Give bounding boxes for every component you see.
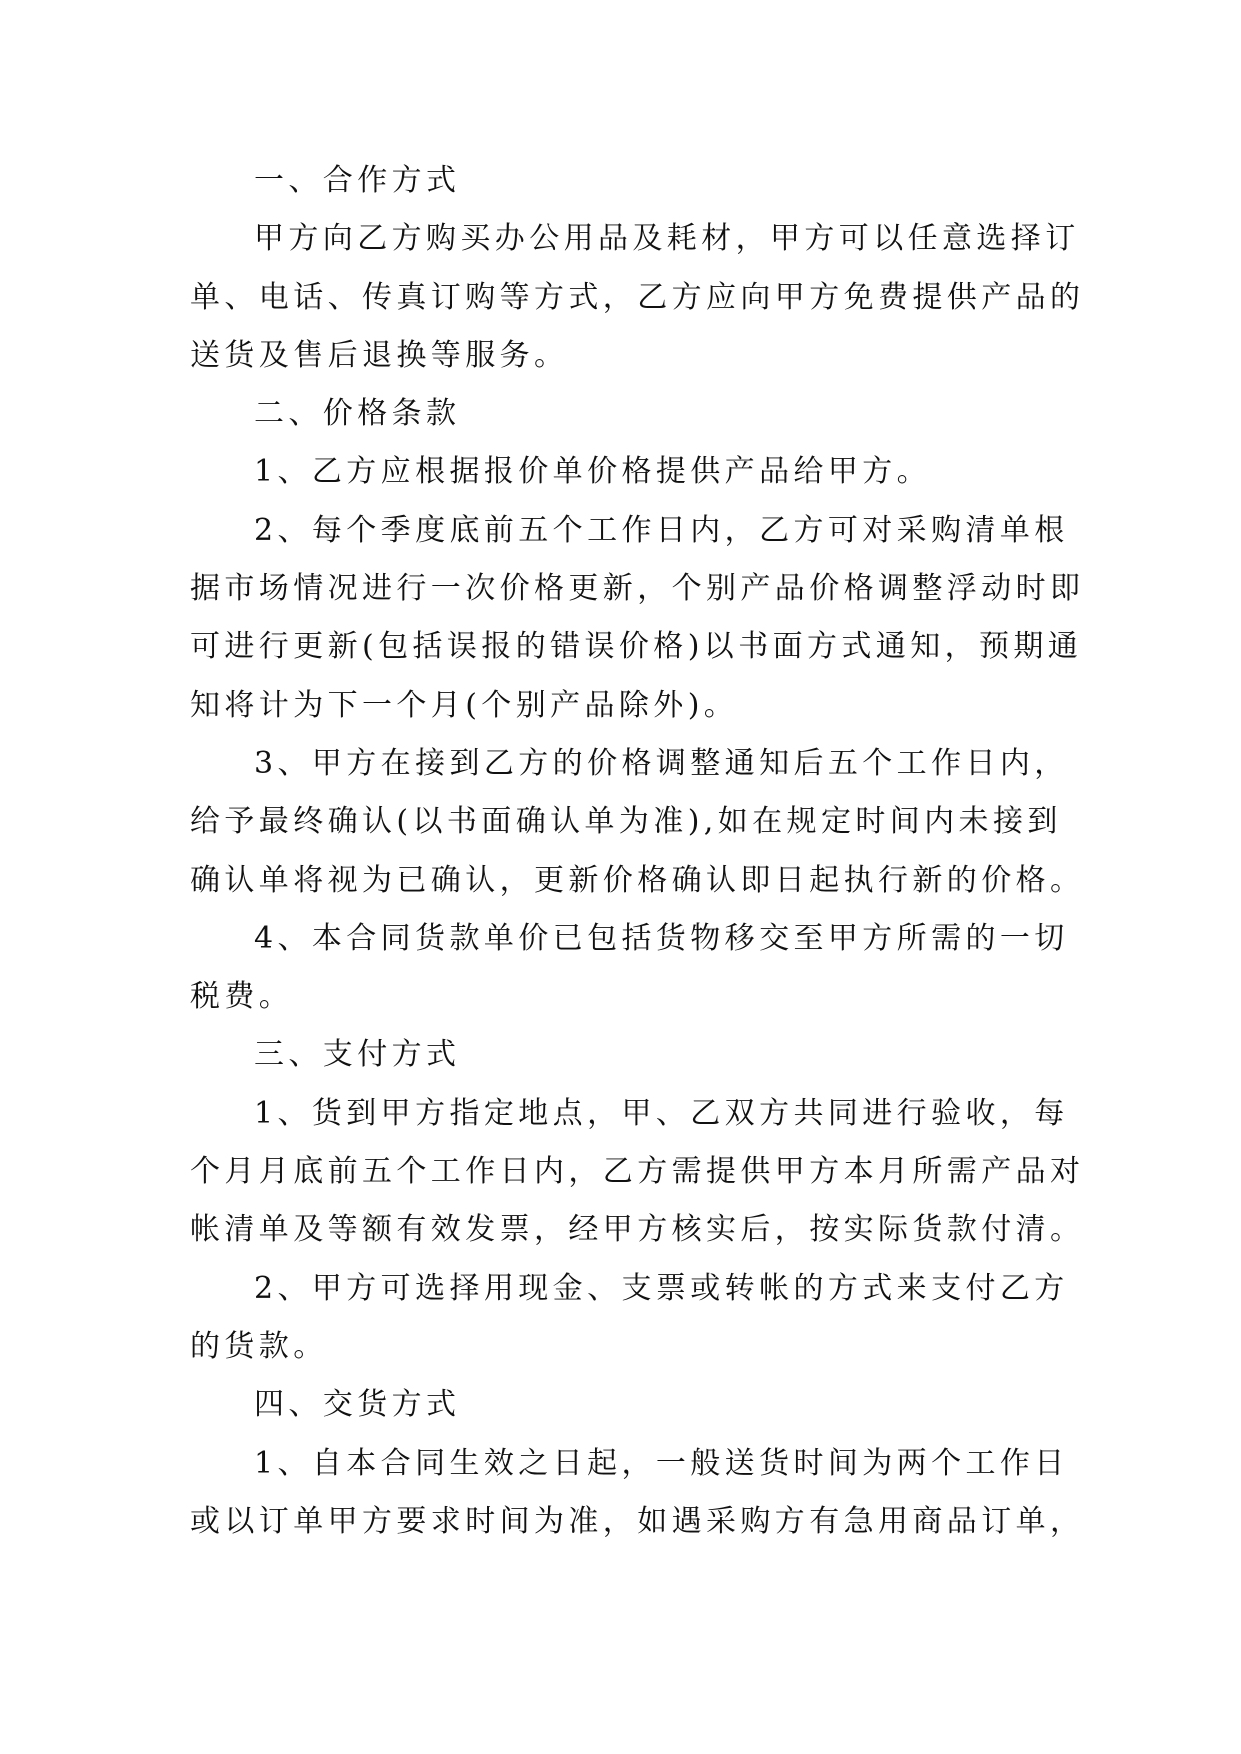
text-line: 3、甲方在接到乙方的价格调整通知后五个工作日内， (254, 745, 1069, 781)
text-line: 2、每个季度底前五个工作日内，乙方可对采购清单根 (254, 512, 1069, 548)
text-line: 送货及售后退换等服务。 (190, 337, 569, 373)
text-line: 帐清单及等额有效发票，经甲方核实后，按实际货款付清。 (190, 1212, 1085, 1248)
text-line: 甲方向乙方购买办公用品及耗材，甲方可以任意选择订 (254, 221, 1080, 257)
text-line: 的货款。 (190, 1328, 328, 1364)
text-line: 可进行更新(包括误报的错误价格)以书面方式通知，预期通 (190, 629, 1083, 665)
text-line: 1、货到甲方指定地点，甲、乙双方共同进行验收，每 (254, 1095, 1069, 1131)
text-line: 1、乙方应根据报价单价格提供产品给甲方。 (254, 454, 932, 490)
text-line: 税费。 (190, 979, 294, 1015)
text-line: 一、合作方式 (254, 163, 461, 198)
text-line: 或以订单甲方要求时间为准，如遇采购方有急用商品订单， (190, 1503, 1085, 1539)
text-line: 4、本合同货款单价已包括货物移交至甲方所需的一切 (254, 920, 1069, 956)
text-line: 确认单将视为已确认，更新价格确认即日起执行新的价格。 (190, 862, 1085, 898)
text-line: 1、自本合同生效之日起，一般送货时间为两个工作日 (254, 1445, 1069, 1481)
text-line: 据市场情况进行一次价格更新，个别产品价格调整浮动时即 (190, 571, 1085, 607)
document-body (190, 152, 1085, 1551)
text-line: 三、支付方式 (254, 1037, 461, 1073)
text-line: 个月月底前五个工作日内，乙方需提供甲方本月所需产品对 (190, 1154, 1085, 1190)
text-line: 给予最终确认(以书面确认单为准),如在规定时间内未接到 (190, 804, 1062, 840)
text-line: 二、价格条款 (254, 396, 461, 432)
text-line: 四、交货方式 (254, 1387, 461, 1423)
text-line: 单、电话、传真订购等方式，乙方应向甲方免费提供产品的 (190, 279, 1085, 315)
text-line: 2、甲方可选择用现金、支票或转帐的方式来支付乙方 (254, 1270, 1069, 1306)
text-line: 知将计为下一个月(个别产品除外)。 (190, 687, 739, 723)
